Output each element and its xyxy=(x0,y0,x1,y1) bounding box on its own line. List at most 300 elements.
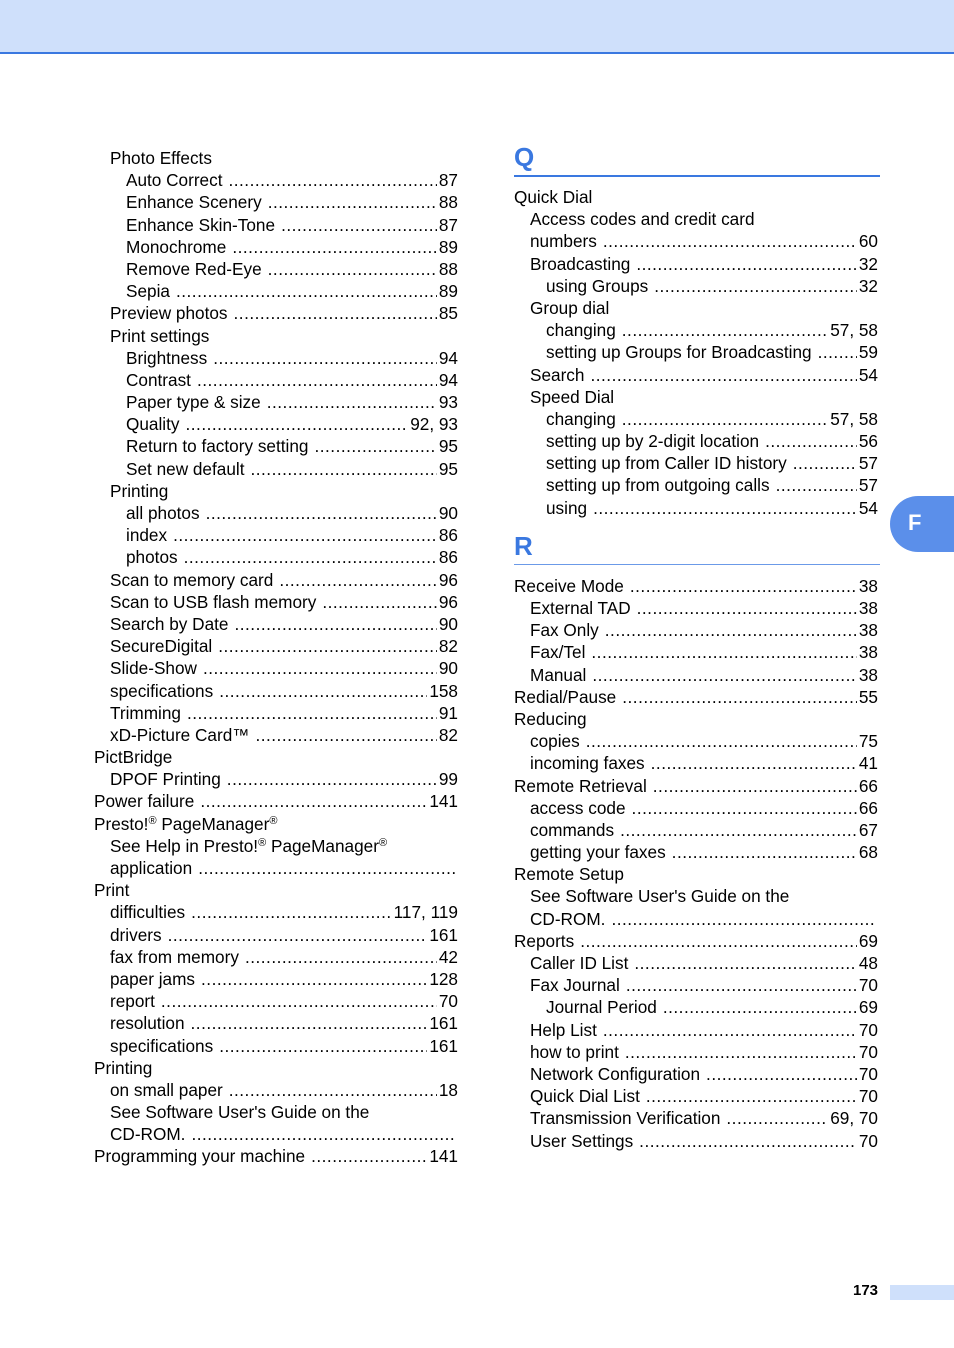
index-entry-page: 70 xyxy=(858,1086,878,1107)
dot-leader xyxy=(706,1063,857,1085)
index-entry-page: 90 xyxy=(438,658,458,679)
dot-leader xyxy=(634,952,857,974)
dot-leader xyxy=(184,546,437,568)
section-heading xyxy=(514,142,878,186)
index-entry-label: setting up from Caller ID history xyxy=(546,453,787,474)
index-entry xyxy=(94,790,458,812)
index-entry xyxy=(94,746,458,768)
index-entry xyxy=(94,546,458,568)
dot-leader xyxy=(590,364,856,386)
index-entry-label: paper jams xyxy=(110,968,196,989)
index-entry xyxy=(514,996,878,1018)
index-entry-page: 89 xyxy=(438,281,458,302)
dot-leader xyxy=(218,635,437,657)
index-entry xyxy=(514,930,878,952)
index-entry xyxy=(94,1057,458,1079)
index-entry xyxy=(514,597,878,619)
index-column-left xyxy=(94,147,458,1168)
index-entry xyxy=(514,364,878,386)
index-entry-label: Print settings xyxy=(110,325,210,346)
index-entry xyxy=(94,191,458,213)
index-entry-page: 88 xyxy=(438,258,458,279)
index-entry xyxy=(94,702,458,724)
index-entry xyxy=(94,857,458,879)
index-entry xyxy=(94,613,458,635)
index-entry-page: 38 xyxy=(858,575,878,596)
index-entry-label: Presto!® PageManager® xyxy=(94,813,278,834)
index-entry xyxy=(94,458,458,480)
index-entry-page: 57 xyxy=(858,453,878,474)
index-entry-label: DPOF Printing xyxy=(110,769,221,790)
index-entry-page: 38 xyxy=(858,620,878,641)
index-entry xyxy=(94,1035,458,1057)
index-entry-label: Fax Journal xyxy=(530,975,620,996)
index-entry-label: See Software User's Guide on the xyxy=(530,886,790,907)
dot-leader xyxy=(161,990,437,1012)
index-entry-page: 56 xyxy=(858,431,878,452)
index-entry xyxy=(514,186,878,208)
index-entry-label: changing xyxy=(546,320,616,341)
index-entry-page: 70 xyxy=(858,1041,878,1062)
index-entry xyxy=(514,1063,878,1085)
index-entry-label: specifications xyxy=(110,1035,214,1056)
index-entry-page: 59 xyxy=(858,342,878,363)
index-entry xyxy=(94,813,458,835)
dot-leader xyxy=(219,680,427,702)
section-letter: R xyxy=(514,530,533,561)
index-entry-page: 70 xyxy=(858,1130,878,1151)
index-entry-label: Brightness xyxy=(126,347,208,368)
index-entry-label: Set new default xyxy=(126,458,245,479)
index-entry-label: Quality xyxy=(126,414,180,435)
index-entry-page: 96 xyxy=(438,591,458,612)
index-entry-label: Transmission Verification xyxy=(530,1108,721,1129)
index-entry-page: 70 xyxy=(858,1063,878,1084)
index-entry-label: Speed Dial xyxy=(530,386,615,407)
dot-leader xyxy=(726,1107,828,1129)
index-entry xyxy=(94,1145,458,1167)
index-entry-page: 32 xyxy=(858,253,878,274)
index-entry-label: setting up from outgoing calls xyxy=(546,475,770,496)
dot-leader xyxy=(603,1019,857,1041)
index-entry-label: Printing xyxy=(110,480,169,501)
index-entry-label: application xyxy=(110,858,193,878)
index-entry-page: 18 xyxy=(438,1079,458,1100)
dot-leader xyxy=(605,619,857,641)
index-entry-page: 70 xyxy=(438,991,458,1012)
section-rule xyxy=(514,175,880,177)
dot-leader xyxy=(200,790,427,812)
index-entry-label: User Settings xyxy=(530,1130,634,1151)
index-entry-label: Group dial xyxy=(530,297,610,318)
index-entry xyxy=(514,908,878,930)
dot-leader xyxy=(639,1130,857,1152)
index-entry xyxy=(94,990,458,1012)
index-entry-label: photos xyxy=(126,547,178,568)
index-entry xyxy=(514,341,878,363)
header-band xyxy=(0,0,954,54)
index-entry-label: resolution xyxy=(110,1013,185,1034)
dot-leader xyxy=(793,452,857,474)
dot-leader xyxy=(580,930,857,952)
index-entry-page: 92, 93 xyxy=(410,414,458,435)
index-entry-label: copies xyxy=(530,731,580,752)
index-entry-label: Broadcasting xyxy=(530,253,631,274)
index-entry xyxy=(514,408,878,430)
index-entry-page: 66 xyxy=(858,775,878,796)
index-entry-label: Remote Setup xyxy=(514,864,624,885)
index-entry xyxy=(94,1101,458,1123)
index-entry xyxy=(94,214,458,236)
index-entry-page: 88 xyxy=(438,192,458,213)
index-entry-label: Sepia xyxy=(126,281,170,302)
index-entry xyxy=(94,1123,458,1145)
dot-leader xyxy=(191,1123,456,1145)
index-entry-page: 94 xyxy=(438,369,458,390)
index-entry xyxy=(94,768,458,790)
index-entry-page: 38 xyxy=(858,642,878,663)
dot-leader xyxy=(203,657,437,679)
index-entry-page: 66 xyxy=(858,797,878,818)
index-entry-page: 75 xyxy=(858,731,878,752)
index-entry-label: Fax/Tel xyxy=(530,642,586,663)
index-entry xyxy=(514,497,878,519)
index-entry xyxy=(514,797,878,819)
dot-leader xyxy=(622,408,828,430)
index-entry-page: 42 xyxy=(438,946,458,967)
dot-leader xyxy=(227,768,437,790)
index-entry-label: access code xyxy=(530,797,626,818)
dot-leader xyxy=(663,996,857,1018)
index-entry xyxy=(514,708,878,730)
index-entry xyxy=(514,664,878,686)
index-entry xyxy=(514,885,878,907)
index-entry xyxy=(94,569,458,591)
index-entry-label: Help List xyxy=(530,1019,597,1040)
index-entry-page: 32 xyxy=(858,275,878,296)
index-entry xyxy=(514,775,878,797)
index-entry-label: index xyxy=(126,525,168,546)
index-entry xyxy=(514,863,878,885)
dot-leader xyxy=(234,613,436,635)
index-entry-label: using Groups xyxy=(546,275,649,296)
index-entry-label: CD-ROM. xyxy=(530,908,606,929)
dot-leader xyxy=(197,369,437,391)
index-entry-label: Contrast xyxy=(126,369,191,390)
dot-leader xyxy=(620,819,857,841)
index-entry-label: xD-Picture Card™ xyxy=(110,724,250,745)
dot-leader xyxy=(187,702,437,724)
dot-leader xyxy=(173,524,437,546)
dot-leader xyxy=(637,597,857,619)
index-entry-label: Journal Period xyxy=(546,997,657,1018)
index-entry-label: Reports xyxy=(514,930,575,951)
section-heading xyxy=(514,531,878,575)
dot-leader xyxy=(255,724,436,746)
dot-leader xyxy=(198,857,456,879)
index-entry-label: Preview photos xyxy=(110,303,228,324)
section-rule xyxy=(514,564,880,565)
index-entry xyxy=(94,901,458,923)
index-entry xyxy=(514,386,878,408)
index-entry-label: Paper type & size xyxy=(126,392,261,413)
index-entry xyxy=(514,230,878,252)
index-entry xyxy=(94,413,458,435)
index-entry-label: report xyxy=(110,991,155,1012)
index-entry xyxy=(94,391,458,413)
index-entry-page: 91 xyxy=(438,702,458,723)
index-entry xyxy=(514,974,878,996)
index-entry-page: 95 xyxy=(438,436,458,457)
dot-leader xyxy=(632,797,857,819)
index-entry xyxy=(514,752,878,774)
dot-leader xyxy=(626,974,857,996)
index-entry-page: 38 xyxy=(858,664,878,685)
index-entry xyxy=(514,841,878,863)
dot-leader xyxy=(229,1079,437,1101)
index-entry-page: 141 xyxy=(429,791,458,812)
index-entry-page: 161 xyxy=(429,1013,458,1034)
index-entry xyxy=(94,502,458,524)
index-entry-label: Network Configuration xyxy=(530,1063,701,1084)
index-entry-label: Return to factory setting xyxy=(126,436,309,457)
index-entry-page: 82 xyxy=(438,636,458,657)
index-entry-label: Printing xyxy=(94,1057,153,1078)
dot-leader xyxy=(176,280,437,302)
registered-mark: ® xyxy=(269,814,278,827)
index-entry-page: 70 xyxy=(858,975,878,996)
index-entry xyxy=(94,280,458,302)
index-entry-page: 90 xyxy=(438,613,458,634)
index-entry-label: SecureDigital xyxy=(110,636,213,657)
index-entry-page: 55 xyxy=(858,686,878,707)
index-entry xyxy=(514,1107,878,1129)
index-entry-label: External TAD xyxy=(530,598,631,618)
dot-leader xyxy=(592,664,857,686)
dot-leader xyxy=(622,686,857,708)
index-entry-page: 48 xyxy=(858,953,878,973)
index-entry-label: fax from memory xyxy=(110,946,239,967)
index-entry-page: 60 xyxy=(858,231,878,252)
index-entry-label: getting your faxes xyxy=(530,842,666,863)
index-entry xyxy=(94,835,458,857)
index-entry-label: Slide-Show xyxy=(110,658,197,679)
index-entry-label: Caller ID List xyxy=(530,953,629,973)
dot-leader xyxy=(603,230,857,252)
dot-leader xyxy=(232,236,437,258)
dot-leader xyxy=(818,341,857,363)
index-entry-label: Redial/Pause xyxy=(514,686,617,707)
index-entry-page: 57, 58 xyxy=(830,408,878,429)
index-entry-label: difficulties xyxy=(110,902,186,923)
index-entry xyxy=(94,680,458,702)
index-entry-page: 117, 119 xyxy=(393,902,458,923)
index-entry-page: 128 xyxy=(429,968,458,989)
index-entry-label: setting up by 2-digit location xyxy=(546,431,760,452)
registered-mark: ® xyxy=(148,814,157,827)
index-entry-label: changing xyxy=(546,408,616,429)
dot-leader xyxy=(168,924,428,946)
dot-leader xyxy=(279,569,437,591)
index-entry-page: 54 xyxy=(858,497,878,518)
index-entry xyxy=(514,297,878,319)
index-entry-label: Quick Dial xyxy=(514,187,593,207)
index-entry xyxy=(514,1041,878,1063)
dot-leader xyxy=(186,413,409,435)
registered-mark: ® xyxy=(258,836,267,849)
index-entry-label: Auto Correct xyxy=(126,170,223,191)
index-entry-label: Receive Mode xyxy=(514,575,624,596)
index-entry-label: how to print xyxy=(530,1041,619,1062)
index-entry-page: 89 xyxy=(438,236,458,257)
index-entry-label: Access codes and credit card xyxy=(530,209,755,230)
index-entry-page: 99 xyxy=(438,769,458,790)
dot-leader xyxy=(654,275,857,297)
dot-leader xyxy=(267,391,437,413)
index-entry xyxy=(514,430,878,452)
dot-leader xyxy=(586,730,857,752)
dot-leader xyxy=(250,458,436,480)
index-entry-page: 41 xyxy=(858,753,878,774)
index-entry xyxy=(94,924,458,946)
index-entry xyxy=(94,325,458,347)
index-entry xyxy=(94,1079,458,1101)
index-entry-page: 93 xyxy=(438,392,458,413)
index-entry xyxy=(94,591,458,613)
index-entry xyxy=(94,147,458,169)
dot-leader xyxy=(219,1035,427,1057)
index-entry xyxy=(514,641,878,663)
index-entry-page: 70 xyxy=(858,1019,878,1040)
index-entry xyxy=(94,302,458,324)
index-entry-label: Enhance Skin-Tone xyxy=(126,214,276,235)
dot-leader xyxy=(651,752,857,774)
index-entry-page: 54 xyxy=(858,364,878,385)
index-entry xyxy=(514,686,878,708)
index-entry-label: Monochrome xyxy=(126,236,227,257)
index-entry xyxy=(514,208,878,230)
index-entry-label: commands xyxy=(530,819,615,840)
index-entry xyxy=(514,275,878,297)
index-entry-page: 161 xyxy=(429,1035,458,1056)
index-entry xyxy=(514,819,878,841)
index-entry-label: Scan to memory card xyxy=(110,569,274,590)
index-entry xyxy=(94,657,458,679)
index-entry xyxy=(94,169,458,191)
index-entry-page: 141 xyxy=(429,1146,458,1167)
dot-leader xyxy=(228,169,436,191)
index-entry-label: drivers xyxy=(110,924,162,945)
index-entry xyxy=(514,452,878,474)
index-entry-label: Print xyxy=(94,880,130,901)
index-entry-label: numbers xyxy=(530,231,597,252)
dot-leader xyxy=(622,319,828,341)
index-entry-page: 38 xyxy=(858,598,878,618)
page-number: 173 xyxy=(853,1282,879,1299)
index-entry-page: 161 xyxy=(429,924,458,945)
dot-leader xyxy=(653,775,857,797)
dot-leader xyxy=(630,575,857,597)
index-entry-page: 95 xyxy=(438,458,458,479)
section-tab-letter: F xyxy=(908,510,922,535)
index-entry xyxy=(94,524,458,546)
index-entry-label: Fax Only xyxy=(530,620,599,641)
index-entry-page: 96 xyxy=(438,569,458,590)
index-entry xyxy=(514,575,878,597)
dot-leader xyxy=(591,641,856,663)
dot-leader xyxy=(322,591,437,613)
index-entry-page: 86 xyxy=(438,525,458,546)
dot-leader xyxy=(206,502,437,524)
dot-leader xyxy=(191,901,391,923)
index-entry xyxy=(94,435,458,457)
index-entry xyxy=(94,724,458,746)
dot-leader xyxy=(625,1041,857,1063)
dot-leader xyxy=(234,302,437,324)
index-entry xyxy=(94,369,458,391)
index-entry xyxy=(94,236,458,258)
index-entry-page: 68 xyxy=(858,842,878,863)
index-entry-label: using xyxy=(546,497,588,518)
index-entry-page: 90 xyxy=(438,503,458,523)
index-entry xyxy=(94,347,458,369)
index-entry-page: 57 xyxy=(858,475,878,496)
index-entry-label: Scan to USB flash memory xyxy=(110,591,317,612)
index-entry-label: See Software User's Guide on the xyxy=(110,1102,370,1123)
index-entry xyxy=(514,952,878,974)
index-entry-label: Enhance Scenery xyxy=(126,192,262,213)
index-entry xyxy=(514,1130,878,1152)
index-entry-label: CD-ROM. xyxy=(110,1124,186,1145)
index-entry xyxy=(94,258,458,280)
index-entry-page: 67 xyxy=(858,819,878,840)
index-entry-label: Search by Date xyxy=(110,613,229,634)
index-entry-label: Reducing xyxy=(514,708,587,729)
index-entry-label: incoming faxes xyxy=(530,753,645,774)
index-entry-page: 87 xyxy=(438,214,458,235)
dot-leader xyxy=(611,908,876,930)
index-entry-page: 86 xyxy=(438,547,458,568)
index-entry-label: PictBridge xyxy=(94,747,173,768)
dot-leader xyxy=(765,430,857,452)
dot-leader xyxy=(268,258,437,280)
index-entry xyxy=(514,1019,878,1041)
index-entry-label: Remove Red-Eye xyxy=(126,258,262,279)
index-entry xyxy=(94,480,458,502)
dot-leader xyxy=(268,191,437,213)
index-entry xyxy=(514,253,878,275)
dot-leader xyxy=(191,1012,428,1034)
page-number-bar xyxy=(890,1285,954,1300)
index-entry-page: 82 xyxy=(438,724,458,745)
index-entry xyxy=(94,946,458,968)
index-entry-label: all photos xyxy=(126,503,200,523)
index-entry-label: Search xyxy=(530,364,585,385)
index-entry xyxy=(514,619,878,641)
index-entry-page: 85 xyxy=(438,303,458,324)
index-entry-page: 69 xyxy=(858,930,878,951)
section-letter: Q xyxy=(514,142,535,172)
dot-leader xyxy=(776,474,857,496)
index-entry-label: on small paper xyxy=(110,1079,223,1100)
index-entry-label: Trimming xyxy=(110,702,181,723)
index-column-right xyxy=(514,142,878,1152)
index-entry xyxy=(94,879,458,901)
index-entry-page: 57, 58 xyxy=(830,320,878,341)
index-entry-page: 87 xyxy=(438,170,458,191)
dot-leader xyxy=(245,946,437,968)
index-entry-label: specifications xyxy=(110,680,214,701)
